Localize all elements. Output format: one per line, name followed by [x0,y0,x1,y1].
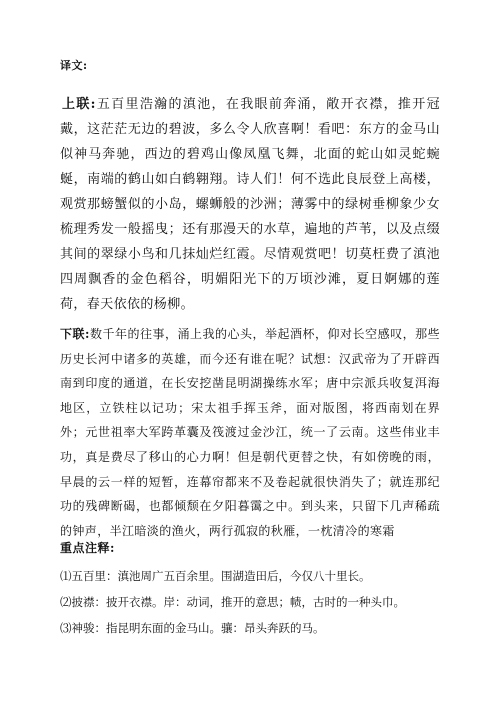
lower-couplet-label: 下联: [60,327,90,341]
lower-couplet-text: 数千年的往事，涌上我的心头，举起酒杯，仰对长空感叹，那些历史长河中诸多的英雄，而今还有谁在呢？试想：汉武帝为了开辟西南到印度的通道，在长安挖凿昆明湖操练水军；唐中宗派兵收复洱海地区，立铁柱以记功；宋太祖手挥玉斧，面对版图，将西南划在界外；元世祖率大军跨革囊及筏渡过金沙江，统一了云南。这些伟业丰功，真是费尽了移山的心力啊！但是朝代更替之快，有如傍晚的雨，早晨的云一样的短暂，连幕帘都来不及卷起就很快消失了；就连那纪功的残碑断碣，也都倾颓在夕阳暮霭之中。到头来，只留下几声稀疏的钟声，半江暗淡的渔火，两行孤寂的秋雁，一枕清冷的寒霜 [60,327,440,538]
note-item: ⑴五百里：滇池周广五百余里。围湖造田后，今仅八十里长。 [60,569,371,583]
lower-couplet-paragraph [60,322,440,543]
upper-couplet-paragraph [60,92,440,317]
translation-heading: 译文: [60,59,88,72]
note-item: ⑵披襟：披开衣襟。岸：动词，推开的意思；帻，古时的一种头巾。 [60,595,405,609]
upper-couplet-label: 上联: [62,97,96,112]
note-item: ⑶神骏：指昆明东面的金马山。骧：昂头奔跃的马。 [60,621,325,635]
notes-list [60,563,440,641]
notes-title: 重点注释: [60,541,115,555]
upper-couplet-text: 五百里浩瀚的滇池，在我眼前奔涌，敞开衣襟，推开冠戴，这茫茫无边的碧波，多么令人欣喜啊！看吧：东方的金马山似神马奔驰，西边的碧鸡山像凤凰飞舞，北面的蛇山如灵蛇蜿蜒，南端的鹤山如白鹤翱翔。诗人们！何不选此良辰登上高楼，观赏那螃蟹似的小岛，螺蛳般的沙洲；薄雾中的绿树垂柳象少女梳理秀发一般摇曳；还有那漫天的水草，遍地的芦苇，以及点缀其间的翠绿小鸟和几抹灿烂红霞。尽情观赏吧！切莫枉费了滇池四周飘香的金色稻谷，明媚阳光下的万顷沙滩，夏日婀娜的莲荷，春天依依的杨柳。 [60,97,441,312]
